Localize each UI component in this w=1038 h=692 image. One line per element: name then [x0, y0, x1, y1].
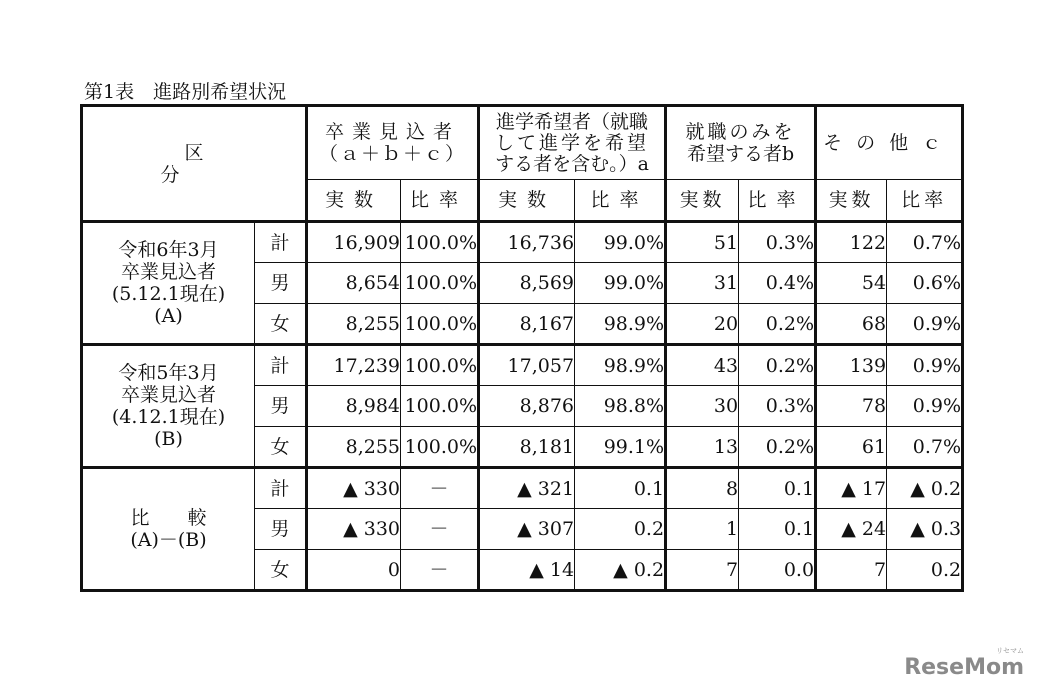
- count-cell: ▲ 307: [479, 509, 575, 550]
- count-cell: 68: [816, 304, 887, 345]
- count-cell: 54: [816, 263, 887, 304]
- ratio-cell: 0.3%: [739, 222, 816, 263]
- count-cell: 8,984: [307, 386, 401, 427]
- header-line: 就職のみを: [685, 121, 796, 143]
- ratio-cell: 99.0%: [575, 222, 666, 263]
- ratio-cell: ▲ 0.3: [887, 509, 963, 550]
- row-group-label-line: (4.12.1現在): [111, 406, 226, 428]
- header-group-graduates: [307, 106, 479, 180]
- count-cell: 8,167: [479, 304, 575, 345]
- ratio-cell: 100.0%: [401, 345, 479, 386]
- ratio-cell: 100.0%: [401, 304, 479, 345]
- sex-label: 計: [255, 345, 307, 386]
- count-cell: 30: [666, 386, 739, 427]
- row-group-label-line: (A): [154, 305, 183, 327]
- ratio-cell: 98.9%: [575, 304, 666, 345]
- count-cell: 20: [666, 304, 739, 345]
- ratio-cell: 0.2: [575, 509, 666, 550]
- ratio-cell: 0.7%: [887, 222, 963, 263]
- sex-label: 計: [255, 222, 307, 263]
- count-cell: ▲ 24: [816, 509, 887, 550]
- header-ratio: 比率: [401, 180, 479, 222]
- header-group-employment: [666, 106, 816, 180]
- count-cell: 8,569: [479, 263, 575, 304]
- ratio-cell: 98.9%: [575, 345, 666, 386]
- header-count: 実数: [479, 180, 575, 222]
- row-group-label-line: 比 較: [130, 507, 207, 529]
- sex-label: 計: [255, 468, 307, 509]
- ratio-cell: 0.9%: [887, 345, 963, 386]
- ratio-cell: 0.9%: [887, 304, 963, 345]
- ratio-cell: 0.6%: [887, 263, 963, 304]
- ratio-cell: 0.1: [575, 468, 666, 509]
- row-group-label-line: 卒業見込者: [120, 384, 216, 406]
- ratio-cell: ▲ 0.2: [575, 550, 666, 591]
- ratio-cell: －: [401, 468, 479, 509]
- header-ratio: 比率: [739, 180, 816, 222]
- sex-label: 男: [255, 509, 307, 550]
- header-group-further-study: [479, 106, 666, 180]
- count-cell: 7: [816, 550, 887, 591]
- ratio-cell: 0.9%: [887, 386, 963, 427]
- ratio-cell: 0.0: [739, 550, 816, 591]
- row-group-label: [82, 468, 255, 591]
- count-cell: 7: [666, 550, 739, 591]
- ratio-cell: 0.2%: [739, 345, 816, 386]
- sex-label: 女: [255, 550, 307, 591]
- header-count: 実数: [816, 180, 887, 222]
- ratio-cell: 99.1%: [575, 427, 666, 468]
- count-cell: 139: [816, 345, 887, 386]
- header-kubun-label: 区 分: [160, 141, 319, 186]
- ratio-cell: 100.0%: [401, 386, 479, 427]
- header-ratio: 比率: [575, 180, 666, 222]
- header-line: する者を含む。）a: [495, 152, 649, 175]
- table-row: [82, 345, 963, 386]
- count-cell: 31: [666, 263, 739, 304]
- count-cell: 78: [816, 386, 887, 427]
- sex-label: 女: [255, 304, 307, 345]
- row-group-label-line: 令和6年3月: [118, 239, 219, 261]
- count-cell: ▲ 330: [307, 509, 401, 550]
- ratio-cell: 0.1: [739, 468, 816, 509]
- header-count: 実数: [307, 180, 401, 222]
- count-cell: 13: [666, 427, 739, 468]
- header-line: して進学を希望: [495, 131, 650, 154]
- header-group-other: [816, 106, 963, 180]
- count-cell: 8,654: [307, 263, 401, 304]
- count-cell: 0: [307, 550, 401, 591]
- career-preference-table: [80, 104, 964, 592]
- header-line: 希望する者b: [686, 143, 795, 165]
- count-cell: 8,255: [307, 427, 401, 468]
- count-cell: ▲ 14: [479, 550, 575, 591]
- sex-label: 男: [255, 386, 307, 427]
- row-group-label-line: (A)－(B): [130, 529, 207, 551]
- row-group-label-line: (B): [154, 428, 183, 450]
- row-group-label: [82, 345, 255, 468]
- count-cell: 43: [666, 345, 739, 386]
- ratio-cell: －: [401, 550, 479, 591]
- count-cell: 51: [666, 222, 739, 263]
- count-cell: 16,909: [307, 222, 401, 263]
- ratio-cell: 0.2%: [739, 427, 816, 468]
- ratio-cell: 0.4%: [739, 263, 816, 304]
- table-row: [82, 222, 963, 263]
- ratio-cell: 100.0%: [401, 427, 479, 468]
- ratio-cell: 0.1: [739, 509, 816, 550]
- count-cell: 8,876: [479, 386, 575, 427]
- logo-text: ReseMom: [904, 655, 1024, 680]
- ratio-cell: ▲ 0.2: [887, 468, 963, 509]
- count-cell: 122: [816, 222, 887, 263]
- header-line: 進学希望者（就職: [496, 110, 649, 133]
- ratio-cell: 99.0%: [575, 263, 666, 304]
- ratio-cell: 0.7%: [887, 427, 963, 468]
- count-cell: ▲ 330: [307, 468, 401, 509]
- count-cell: ▲ 17: [816, 468, 887, 509]
- count-cell: 61: [816, 427, 887, 468]
- row-group-label-line: 卒業見込者: [120, 261, 216, 283]
- header-ratio: 比率: [887, 180, 963, 222]
- ratio-cell: 0.3%: [739, 386, 816, 427]
- ratio-cell: 98.8%: [575, 386, 666, 427]
- resemom-logo: [904, 647, 1024, 680]
- table-caption: 第1表 進路別希望状況: [84, 81, 287, 103]
- count-cell: 17,239: [307, 345, 401, 386]
- row-group-label-line: 令和5年3月: [118, 362, 219, 384]
- row-group-label: [82, 222, 255, 345]
- header-line: （ａ＋ｂ＋ｃ）: [319, 143, 467, 165]
- logo-kana: リセマム: [996, 647, 1024, 655]
- count-cell: ▲ 321: [479, 468, 575, 509]
- table-row: [82, 468, 963, 509]
- ratio-cell: －: [401, 509, 479, 550]
- header-kubun: [82, 106, 319, 222]
- header-line: 卒業見込者: [325, 121, 461, 143]
- ratio-cell: 0.2: [887, 550, 963, 591]
- count-cell: 8,255: [307, 304, 401, 345]
- count-cell: 8: [666, 468, 739, 509]
- header-line: その他ｃ: [823, 132, 956, 154]
- ratio-cell: 100.0%: [401, 263, 479, 304]
- sex-label: 女: [255, 427, 307, 468]
- table-body: [82, 222, 963, 591]
- count-cell: 8,181: [479, 427, 575, 468]
- count-cell: 16,736: [479, 222, 575, 263]
- sex-label: 男: [255, 263, 307, 304]
- ratio-cell: 100.0%: [401, 222, 479, 263]
- count-cell: 1: [666, 509, 739, 550]
- ratio-cell: 0.2%: [739, 304, 816, 345]
- count-cell: 17,057: [479, 345, 575, 386]
- row-group-label-line: (5.12.1現在): [111, 283, 226, 305]
- header-count: 実数: [666, 180, 739, 222]
